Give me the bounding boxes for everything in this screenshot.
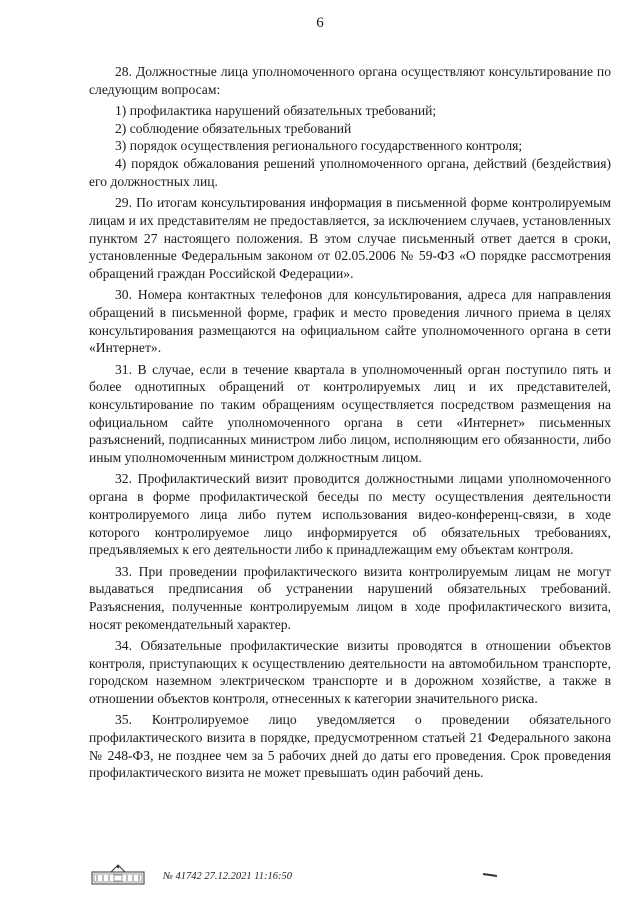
pen-mark: [483, 873, 497, 877]
list-item-1: 1) профилактика нарушений обязательных требований;: [115, 103, 437, 118]
paragraph-29: 29. По итогам консультирования информация в письменной форме контролируемым лицам и их представителям не предоставляется, за исключением случаев, установленных пунктом 27 настоящего положения. В этом случае письменный ответ дается в сроки, установленные Федеральным законом от 02.05.2006 № 59-ФЗ «О порядке рассмотрения обращений граждан Российской Федерации».: [89, 195, 611, 281]
paragraph-32: 32. Профилактический визит проводится должностными лицами уполномоченного органа в форме профилактической беседы по месту осуществления деятельности контролируемого лица либо путем использования видео-конференц-связи, в ходе которого контролируемое лицо информируется об обязательных требованиях, предъявляемых к его деятельности либо к принадлежащим ему объектам контроля.: [89, 471, 611, 558]
paragraph-31: 31. В случае, если в течение квартала в уполномоченный орган поступило пять и более однотипных обращений от контролируемых лиц и их представителей, консультирование по таким обращениям осуществляется посредством размещения на официальном сайте уполномоченного органа в сети «Интернет» письменных разъяснений, подписанных министром либо лицом, исполняющим его обязанности, либо иным уполномоченным министром должностным лицом.: [89, 361, 611, 466]
paragraph-33: 33. При проведении профилактического визита контролируемым лицам не могут выдаваться предписания об устранении нарушений обязательных требований. Разъяснения, полученные контролируемым лицом в ходе профилактического визита, носят рекомендательный характер.: [89, 563, 611, 632]
page-footer: [89, 862, 611, 892]
paragraph-35: 35. Контролируемое лицо уведомляется о проведении обязательного профилактического визита в порядке, предусмотренном статьей 21 Федерального закона № 248-ФЗ, не позднее чем за 5 рабочих дней до даты его проведения. Срок проведения профилактического визита не может превышать один рабочий день.: [89, 712, 611, 781]
document-body: [89, 63, 611, 786]
registration-stamp: № 41742 27.12.2021 11:16:50: [163, 871, 292, 882]
list-item-4: 4) порядок обжалования решений уполномоченного органа, действий (бездействия) его должностных лиц.: [89, 156, 611, 189]
list-item-2: 2) соблюдение обязательных требований: [115, 120, 352, 136]
paragraph-34: 34. Обязательные профилактические визиты проводятся в отношении объектов контроля, приступающих к осуществлению деятельности на автомобильном транспорте, городском наземном электрическом транспорте и в дорожном хозяйстве, а также в отношении объектов контроля, отнесенных к категории значительного риска.: [89, 637, 611, 707]
list-item-3: 3) порядок осуществления регионального государственного контроля;: [115, 138, 523, 154]
paragraph-30: 30. Номера контактных телефонов для консультирования, адреса для направления обращений в письменной форме, график и место проведения личного приема в целях консультирования размещаются на официальном сайте уполномоченного органа в сети «Интернет».: [89, 287, 611, 356]
page-number: 6: [316, 15, 324, 31]
paragraph-28: 28. Должностные лица уполномоченного органа осуществляют консультирование по следующим вопросам:: [89, 64, 611, 97]
building-stamp-icon: [91, 862, 145, 886]
